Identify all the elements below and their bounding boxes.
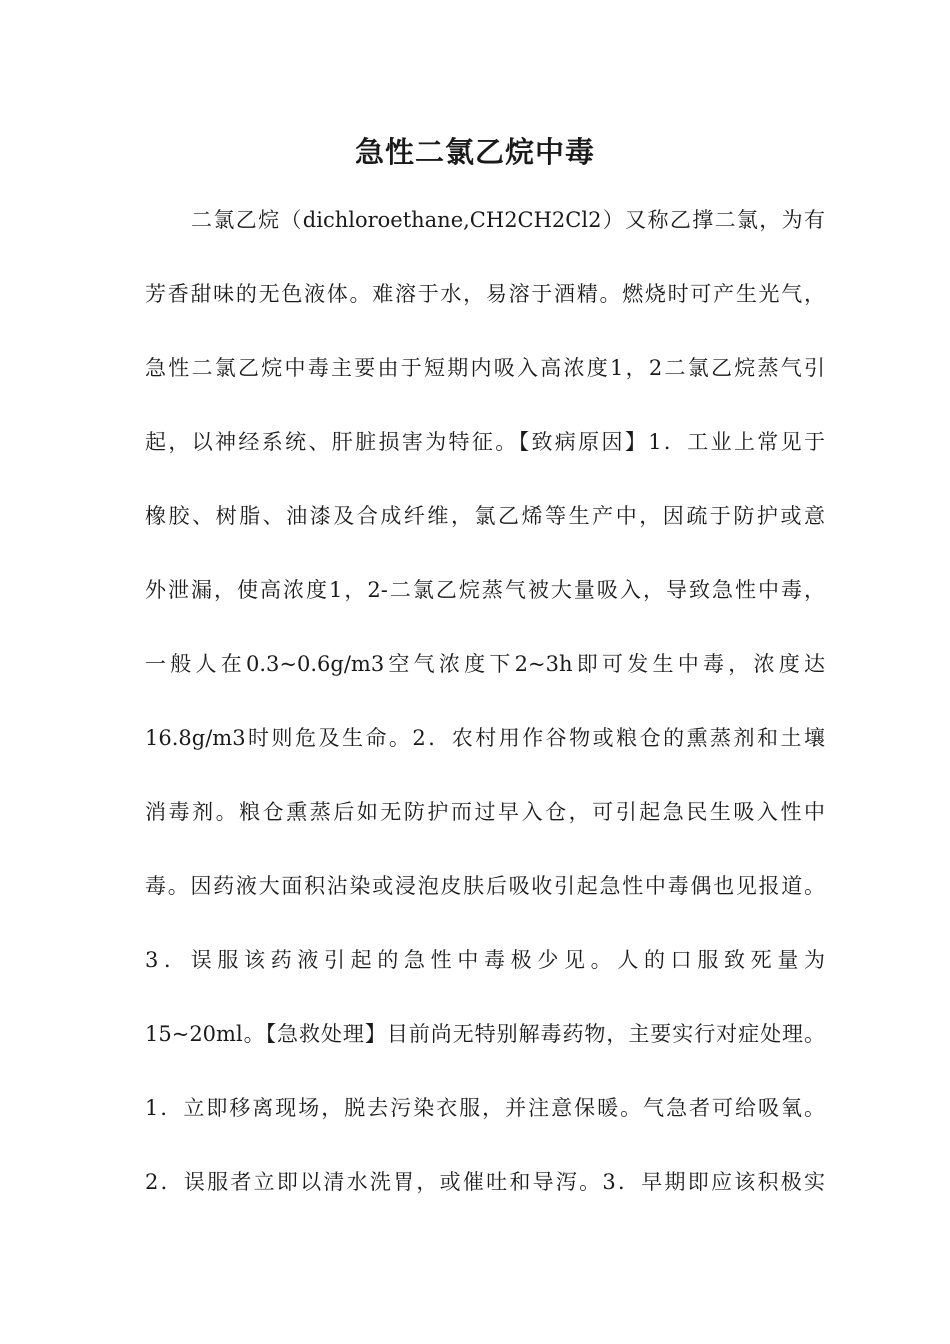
- body-text: [145, 200, 825, 1236]
- paragraph-line: 16.8g/m3时则危及生命。2．农村用作谷物或粮仓的熏蒸剂和土壤: [145, 726, 825, 750]
- document-title: 急性二氯乙烷中毒: [354, 135, 595, 169]
- paragraph-line: 1．立即移离现场，脱去污染衣服，并注意保暖。气急者可给吸氧。: [145, 1096, 825, 1120]
- paragraph-line: 外泄漏，使高浓度1，2-二氯乙烷蒸气被大量吸入，导致急性中毒，: [145, 578, 825, 602]
- paragraph-line: 3．误服该药液引起的急性中毒极少见。人的口服致死量为: [145, 948, 825, 972]
- paragraph-line: 芳香甜味的无色液体。难溶于水，易溶于酒精。燃烧时可产生光气，: [145, 282, 825, 306]
- paragraph-line: 毒。因药液大面积沾染或浸泡皮肤后吸收引起急性中毒偶也见报道。: [145, 874, 825, 898]
- paragraph-line: 一般人在0.3~0.6g/m3空气浓度下2~3h即可发生中毒，浓度达: [145, 652, 825, 676]
- paragraph-line: 15~20ml。【急救处理】目前尚无特别解毒药物，主要实行对症处理。: [145, 1022, 825, 1046]
- paragraph-line: 2．误服者立即以清水洗胃，或催吐和导泻。3．早期即应该积极实: [145, 1170, 825, 1194]
- paragraph-line: 起，以神经系统、肝脏损害为特征。【致病原因】1．工业上常见于: [145, 430, 825, 454]
- paragraph-line: 橡胶、树脂、油漆及合成纤维，氯乙烯等生产中，因疏于防护或意: [145, 504, 825, 528]
- paragraph-line: 消毒剂。粮仓熏蒸后如无防护而过早入仓，可引起急民生吸入性中: [145, 800, 825, 824]
- paragraph-line: 二氯乙烷（dichloroethane,CH2CH2Cl2）又称乙撑二氯，为有: [191, 208, 825, 232]
- paragraph-line: 急性二氯乙烷中毒主要由于短期内吸入高浓度1，2二氯乙烷蒸气引: [145, 356, 825, 380]
